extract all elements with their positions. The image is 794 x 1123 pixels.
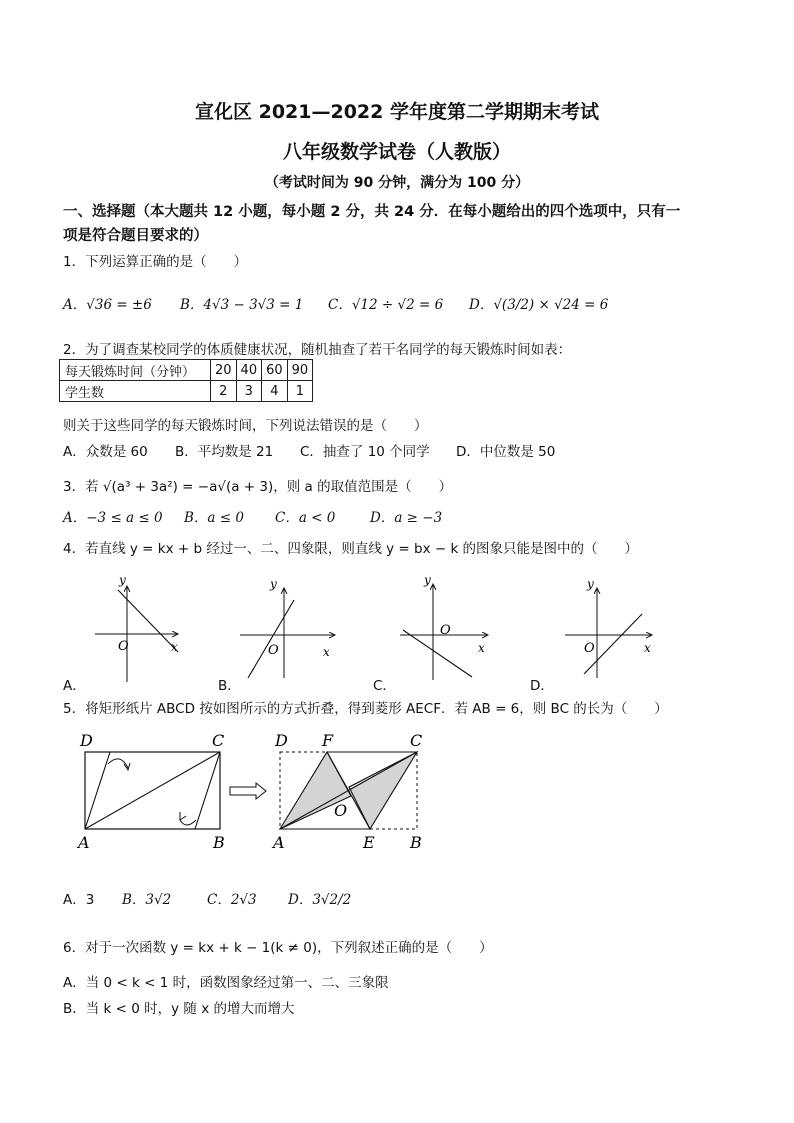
q3-option-a: A．−3 ≤ a ≤ 0 (63, 510, 163, 526)
q2-option-d: D．中位数是 50 (456, 444, 556, 460)
table-row (60, 381, 313, 402)
table-cell: 60 (262, 360, 288, 381)
graph-c (400, 573, 488, 680)
q6-option-a: A．当 0 < k < 1 时，函数图象经过第一、二、三象限 (63, 975, 389, 991)
table-cell: 1 (287, 381, 313, 402)
q3-option-d: D．a ≥ −3 (370, 510, 443, 526)
label-b: B (213, 833, 225, 852)
q1-option-c: C．√12 ÷ √2 = 6 (328, 297, 444, 313)
q4-graphs (60, 570, 740, 690)
q2-follow: 则关于这些同学的每天锻炼时间，下列说法错误的是（ ） (63, 418, 428, 434)
table-row (60, 360, 313, 381)
label-d-after: D (275, 731, 288, 750)
exam-info: （考试时间为 90 分钟，满分为 100 分） (264, 175, 530, 191)
graph-c-x-label: x (478, 641, 485, 655)
graph-d (565, 577, 652, 678)
label-e: E (363, 833, 375, 852)
fold-figure-before (76, 731, 225, 852)
q1-stem: 1．下列运算正确的是（ ） (63, 254, 248, 270)
table-cell-label: 学生数 (60, 381, 211, 402)
section-heading-line1: 一、选择题（本大题共 12 小题，每小题 2 分，共 24 分．在每小题给出的四个选项中，只有一 (63, 204, 681, 220)
graph-d-x-label: x (644, 641, 651, 655)
table-cell: 90 (287, 360, 313, 381)
q3-stem: 3．若 √(a³ + 3a²) = −a√(a + 3)，则 a 的取值范围是（ ） (63, 479, 453, 495)
graph-b-y-label: y (270, 577, 277, 591)
graph-a-x-label: x (171, 640, 178, 654)
table-cell: 3 (236, 381, 262, 402)
q5-option-c: C．2√3 (207, 892, 257, 908)
table-cell: 20 (211, 360, 237, 381)
exam-title: 宣化区 2021—2022 学年度第二学期期末考试 (195, 101, 599, 123)
graph-b-origin: O (268, 643, 279, 658)
section-heading-line2: 项是符合题目要求的） (63, 228, 208, 244)
q4-option-b: B． (218, 678, 241, 694)
q2-stem: 2．为了调查某校同学的体质健康状况，随机抽查了若干名同学的每天锻炼时间如表： (63, 342, 572, 358)
graph-d-y-label: y (587, 577, 594, 591)
label-f: F (322, 731, 334, 750)
table-cell: 2 (211, 381, 237, 402)
fold-figure-after (271, 731, 422, 852)
exam-subtitle: 八年级数学试卷（人教版） (282, 141, 511, 163)
table-cell: 40 (236, 360, 262, 381)
label-c: C (212, 731, 225, 750)
transform-arrow-icon (230, 783, 266, 799)
label-a-after: A (273, 833, 285, 852)
q3-option-c: C．a < 0 (275, 510, 336, 526)
q5-stem: 5．将矩形纸片 ABCD 按如图所示的方式折叠，得到菱形 AECF．若 AB = 6，则 BC 的长为（ ） (63, 701, 668, 717)
q5-option-a: A．3 (63, 892, 95, 908)
q1-option-d: D．√(3/2) × √24 = 6 (469, 297, 609, 313)
graph-a (95, 573, 178, 682)
graph-c-y-label: y (424, 573, 431, 587)
q2-option-b: B．平均数是 21 (175, 444, 274, 460)
q5-option-d: D．3√2/2 (288, 892, 352, 908)
table-cell: 4 (262, 381, 288, 402)
label-b-after: B (410, 833, 422, 852)
q4-stem: 4．若直线 y = kx + b 经过一、二、四象限，则直线 y = bx − k 的图象只能是图中的（ ） (63, 541, 639, 557)
q3-option-b: B．a ≤ 0 (184, 510, 244, 526)
graph-c-origin: O (440, 623, 451, 638)
q2-table (59, 359, 313, 402)
q2-option-c: C．抽查了 10 个同学 (300, 444, 430, 460)
q5-option-b: B．3√2 (122, 892, 172, 908)
q4-option-a: A． (63, 678, 86, 694)
q4-option-d: D． (530, 678, 554, 694)
graph-b-x-label: x (323, 645, 330, 659)
q2-option-a: A．众数是 60 (63, 444, 148, 460)
q1-option-b: B．4√3 − 3√3 = 1 (180, 297, 304, 313)
graph-b (240, 577, 335, 678)
label-c-after: C (410, 731, 423, 750)
q6-stem: 6．对于一次函数 y = kx + k − 1(k ≠ 0)，下列叙述正确的是（ ） (63, 940, 493, 956)
graph-a-y-label: y (119, 573, 126, 587)
q5-figure (70, 728, 440, 858)
graph-a-origin: O (118, 639, 129, 654)
label-o: O (334, 801, 348, 820)
graph-d-origin: O (584, 641, 595, 656)
label-a: A (78, 833, 90, 852)
q6-option-b: B．当 k < 0 时，y 随 x 的增大而增大 (63, 1001, 295, 1017)
table-cell-label: 每天锻炼时间（分钟） (60, 360, 211, 381)
q4-option-c: C． (373, 678, 396, 694)
q1-option-a: A．√36 = ±6 (63, 297, 152, 313)
label-d: D (80, 731, 93, 750)
